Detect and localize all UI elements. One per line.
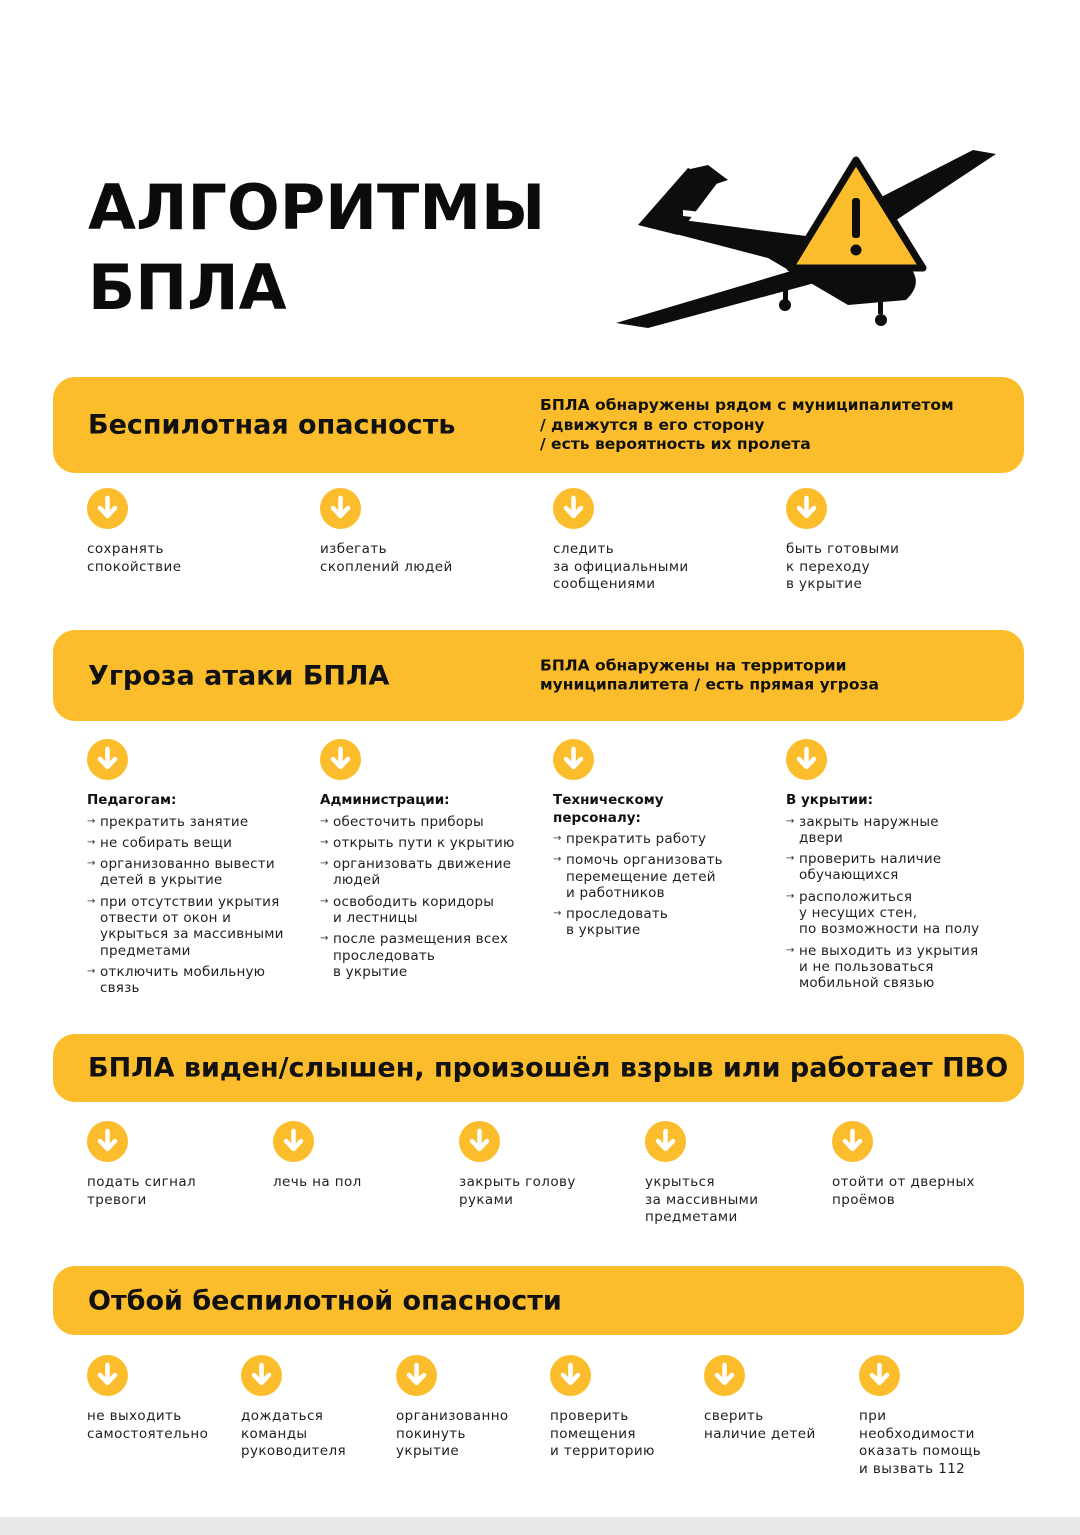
- section-band-2: [53, 630, 1024, 721]
- list-item-line: → помочь организовать: [566, 852, 723, 869]
- action-label-line: и вызвать 112: [859, 1460, 966, 1477]
- group-heading-line: В укрытии:: [786, 792, 873, 808]
- action-label: [241, 1408, 346, 1461]
- action-label-line: сообщениями: [553, 576, 656, 592]
- action-label-line: организованно: [396, 1408, 509, 1424]
- audience-group: [553, 739, 768, 944]
- action-label-line: команды: [241, 1425, 308, 1442]
- list-item-line: перемещение детей: [566, 868, 716, 885]
- drone-warning-icon: [608, 140, 1008, 340]
- list-item-line: → открыть пути к укрытию: [333, 834, 515, 851]
- action-item: [859, 1355, 981, 1478]
- action-label: [704, 1408, 816, 1443]
- action-label: [459, 1174, 576, 1209]
- list-item: [320, 814, 535, 830]
- action-label: [553, 541, 689, 594]
- action-label: [786, 541, 899, 594]
- arrow-down-icon: [459, 1121, 500, 1162]
- instruction-list: [320, 814, 535, 981]
- list-item-line: → проследовать: [566, 906, 669, 923]
- arrow-down-icon: [859, 1355, 900, 1396]
- list-item-line: у несущих стен,: [799, 904, 918, 921]
- section-band-4: [53, 1266, 1024, 1335]
- list-item-line: мобильной связью: [799, 975, 935, 992]
- list-item-line: обучающихся: [799, 867, 899, 884]
- action-label: [645, 1174, 758, 1227]
- action-label-line: сохранять: [87, 541, 164, 557]
- arrow-down-icon: [786, 488, 827, 529]
- section-note-line: / движутся в его сторону: [540, 415, 765, 434]
- action-item: [786, 488, 899, 594]
- action-item: [87, 1355, 208, 1443]
- section-title: Отбой беспилотной опасности: [88, 1285, 562, 1316]
- section-note-line: / есть вероятность их пролета: [540, 434, 811, 453]
- action-item: [704, 1355, 816, 1443]
- list-item-line: проследовать: [333, 947, 436, 964]
- action-item: [645, 1121, 758, 1227]
- list-item-line: → не выходить из укрытия: [799, 942, 979, 959]
- section-note-line: муниципалитета / есть прямая угроза: [540, 675, 879, 694]
- action-label-line: помещения: [550, 1425, 636, 1442]
- footer-strip: [0, 1517, 1080, 1535]
- page-title: [88, 168, 545, 328]
- action-label: [859, 1408, 981, 1478]
- group-heading-line: Техническому: [553, 792, 664, 808]
- action-item: [396, 1355, 509, 1461]
- action-label-line: избегать: [320, 541, 387, 557]
- list-item-line: → прекратить занятие: [100, 813, 249, 830]
- action-label-line: за массивными: [645, 1191, 759, 1208]
- list-item-line: → при отсутствии укрытия: [100, 893, 280, 910]
- page-title-line-1: АЛГОРИТМЫ: [88, 171, 546, 244]
- list-item-line: → организовать движение: [333, 856, 512, 873]
- list-item-line: детей в укрытие: [100, 872, 223, 889]
- list-item: [553, 831, 768, 847]
- list-item-line: по возможности на полу: [799, 921, 980, 938]
- arrow-down-icon: [273, 1121, 314, 1162]
- section-title: Угроза атаки БПЛА: [88, 660, 390, 691]
- action-item: [87, 1121, 196, 1209]
- action-label-line: проверить: [550, 1408, 629, 1424]
- action-item: [832, 1121, 975, 1209]
- action-label-line: при: [859, 1408, 887, 1424]
- list-item: [786, 814, 1001, 847]
- action-label-line: предметами: [645, 1209, 738, 1225]
- action-label-line: не выходить: [87, 1408, 182, 1424]
- audience-group: [87, 739, 302, 1001]
- list-item-line: → расположиться: [799, 888, 913, 905]
- action-item: [553, 488, 689, 594]
- page-title-line-2: БПЛА: [88, 251, 287, 324]
- list-item-line: → не собирать вещи: [100, 834, 233, 851]
- action-label-line: самостоятельно: [87, 1425, 209, 1442]
- list-item-line: в укрытие: [333, 963, 408, 980]
- list-item: [553, 852, 768, 901]
- arrow-down-icon: [87, 488, 128, 529]
- list-item: [87, 814, 302, 830]
- action-label-line: в укрытие: [786, 576, 863, 592]
- action-item: [241, 1355, 346, 1461]
- list-item-line: двери: [799, 829, 843, 846]
- list-item-line: → после размещения всех: [333, 931, 509, 948]
- action-label-line: сверить: [704, 1408, 764, 1424]
- instruction-list: [87, 814, 302, 997]
- action-label-line: укрытие: [396, 1443, 460, 1459]
- instruction-list: [786, 814, 1001, 992]
- list-item-line: → освободить коридоры: [333, 893, 495, 910]
- section-title: Беспилотная опасность: [88, 409, 456, 441]
- list-item-line: и работников: [566, 884, 665, 901]
- action-label-line: за официальными: [553, 558, 689, 575]
- action-item: [320, 488, 453, 576]
- group-heading: [786, 792, 1001, 810]
- section-note-line: БПЛА обнаружены на территории: [540, 656, 847, 674]
- section-note: [540, 656, 879, 695]
- list-item: [320, 931, 535, 980]
- group-heading: [87, 792, 302, 810]
- list-item: [87, 835, 302, 851]
- instruction-list: [553, 831, 768, 939]
- list-item: [320, 856, 535, 889]
- arrow-down-icon: [396, 1355, 437, 1396]
- audience-group: [320, 739, 535, 985]
- action-label-line: укрыться: [645, 1174, 715, 1190]
- action-label: [87, 541, 181, 576]
- arrow-down-icon: [553, 739, 594, 780]
- action-item: [87, 488, 181, 576]
- group-heading-line: Администрации:: [320, 792, 450, 808]
- section-band-3: [53, 1034, 1024, 1102]
- list-item: [553, 906, 768, 939]
- action-label-line: тревоги: [87, 1191, 147, 1208]
- group-heading: [320, 792, 535, 810]
- action-label-line: спокойствие: [87, 558, 182, 575]
- arrow-down-icon: [786, 739, 827, 780]
- list-item-line: → обесточить приборы: [333, 813, 484, 830]
- action-label-line: оказать помощь: [859, 1443, 982, 1459]
- list-item-line: → закрыть наружные: [799, 813, 939, 830]
- action-label: [320, 541, 453, 576]
- list-item: [320, 835, 535, 851]
- action-label-line: покинуть: [396, 1425, 466, 1442]
- list-item: [786, 851, 1001, 884]
- list-item-line: в укрытие: [566, 922, 641, 939]
- arrow-down-icon: [320, 739, 361, 780]
- arrow-down-icon: [553, 488, 594, 529]
- action-label-line: быть готовыми: [786, 541, 900, 557]
- action-label-line: закрыть голову: [459, 1174, 576, 1190]
- action-label-line: лечь на пол: [273, 1174, 362, 1190]
- group-heading-line: персоналу:: [553, 809, 641, 826]
- list-item: [87, 856, 302, 889]
- group-heading-line: Педагогам:: [87, 792, 177, 808]
- list-item-line: и не пользоваться: [799, 958, 934, 975]
- action-label-line: руками: [459, 1191, 514, 1208]
- list-item-line: укрыться за массивными: [100, 926, 284, 943]
- list-item-line: и лестницы: [333, 909, 418, 926]
- list-item-line: → отключить мобильную: [100, 963, 266, 980]
- action-label-line: и территорию: [550, 1443, 655, 1459]
- list-item-line: предметами: [100, 942, 191, 959]
- list-item: [320, 894, 535, 927]
- action-label: [273, 1174, 362, 1192]
- action-label-line: отойти от дверных: [832, 1174, 975, 1190]
- arrow-down-icon: [241, 1355, 282, 1396]
- action-label-line: проёмов: [832, 1191, 896, 1208]
- section-note: [540, 396, 954, 455]
- action-label: [550, 1408, 655, 1461]
- action-label-line: необходимости: [859, 1425, 975, 1442]
- action-label-line: следить: [553, 541, 615, 557]
- action-label: [832, 1174, 975, 1209]
- action-label: [396, 1408, 509, 1461]
- action-item: [273, 1121, 362, 1192]
- action-label: [87, 1174, 196, 1209]
- group-heading: [553, 792, 768, 827]
- list-item: [87, 894, 302, 959]
- list-item: [786, 889, 1001, 938]
- list-item-line: → прекратить работу: [566, 831, 707, 847]
- arrow-down-icon: [87, 1121, 128, 1162]
- list-item: [786, 943, 1001, 992]
- action-label-line: подать сигнал: [87, 1174, 197, 1190]
- action-label-line: скоплений людей: [320, 558, 453, 575]
- action-label-line: дождаться: [241, 1408, 324, 1424]
- list-item-line: отвести от окон и: [100, 909, 232, 926]
- list-item-line: → проверить наличие: [799, 851, 942, 868]
- section-title: БПЛА виден/слышен, произошёл взрыв или работает ПВО: [88, 1052, 1009, 1084]
- action-label-line: руководителя: [241, 1443, 347, 1459]
- action-label-line: к переходу: [786, 558, 871, 575]
- action-item: [459, 1121, 576, 1209]
- section-band-1: [53, 377, 1024, 473]
- audience-group: [786, 739, 1001, 996]
- section-note-line: БПЛА обнаружены рядом с муниципалитетом: [540, 395, 954, 414]
- action-item: [550, 1355, 655, 1461]
- list-item: [87, 964, 302, 997]
- arrow-down-icon: [645, 1121, 686, 1162]
- arrow-down-icon: [550, 1355, 591, 1396]
- arrow-down-icon: [704, 1355, 745, 1396]
- action-label-line: наличие детей: [704, 1425, 816, 1442]
- list-item-line: → организованно вывести: [100, 856, 275, 873]
- arrow-down-icon: [832, 1121, 873, 1162]
- arrow-down-icon: [87, 739, 128, 780]
- action-label: [87, 1408, 208, 1443]
- arrow-down-icon: [87, 1355, 128, 1396]
- list-item-line: связь: [100, 980, 140, 997]
- list-item-line: людей: [333, 872, 381, 889]
- arrow-down-icon: [320, 488, 361, 529]
